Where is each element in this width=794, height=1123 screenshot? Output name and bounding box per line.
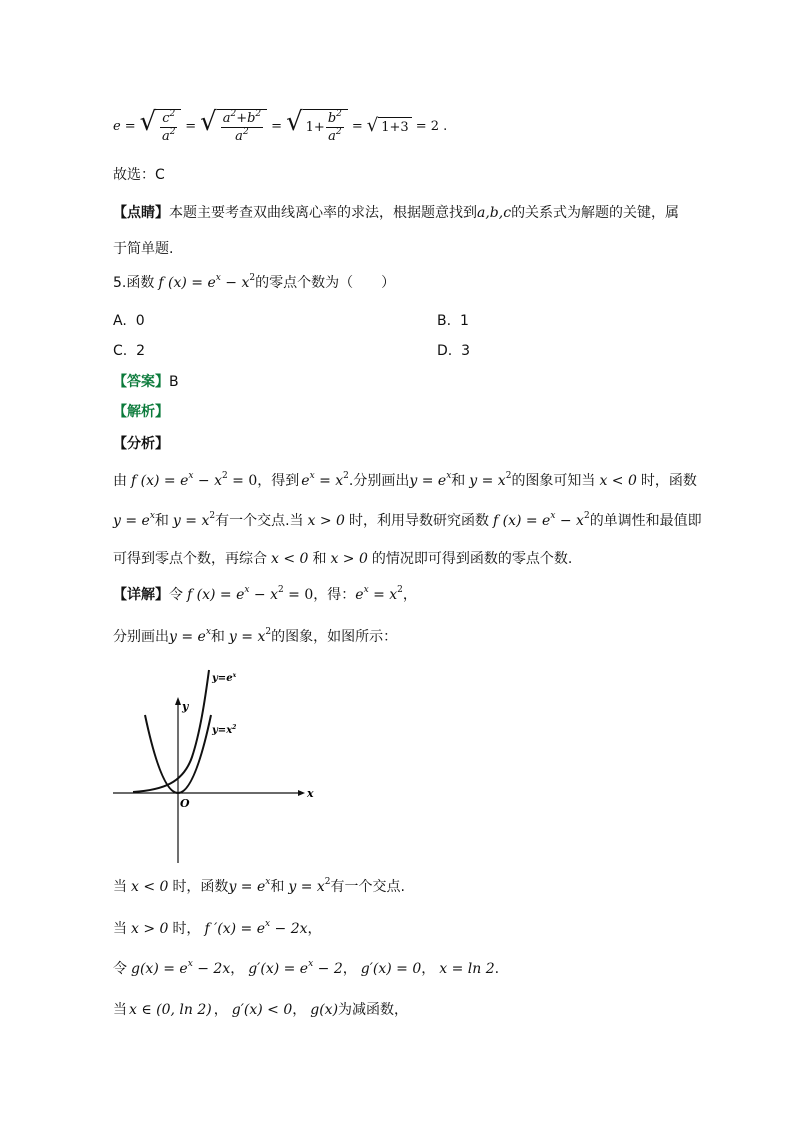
axis-label-y: y — [182, 700, 189, 713]
comment-line-1: 【点睛】本题主要考查双曲线离心率的求法，根据题意找到a,b,c的关系式为解题的关键，属 — [113, 205, 680, 221]
choose-c-text: 故选：C — [113, 167, 165, 183]
sqrt-4: √ 1+3 — [367, 117, 412, 135]
sqrt-2: √ $\frac{a^2+b^2}{a^2}$ — [200, 109, 267, 143]
fraction-c2-a2: $\frac{c^2}{a^2}$ — [161, 108, 176, 144]
formula-eq: = — [124, 118, 136, 134]
label-x-squared: $y=x^2$ — [212, 724, 237, 736]
detail-line: 【详解】令 f $(x) = e^x - x^2 = 0$，得：$e^x = x^2$， — [113, 585, 417, 603]
formula-result: = 2 . — [415, 118, 448, 134]
comment-line-2: 于简单题. — [113, 241, 174, 257]
step-4: 当 x ∈ (0, ln 2) ， g′(x) < 0， g(x)为减函数， — [113, 1002, 409, 1018]
y-axis-arrow — [175, 697, 181, 705]
option-c[interactable]: C. 2 — [113, 343, 146, 359]
option-b[interactable]: B. 1 — [437, 313, 469, 329]
x-axis-arrow — [298, 790, 305, 796]
fenxi-line-2: $y = e^x$和 $y = x^2$有一个交点.当 x > 0 时，利用导数研究函数 f $(x) = e^x - x^2$的单调性和最值即 — [113, 511, 702, 529]
option-a[interactable]: A. 0 — [113, 313, 145, 329]
step-3: 令 $g(x) = e^x - 2x$， $g'(x) = e^x - 2$， g′(x) = 0， x = ln 2. — [113, 959, 500, 977]
question-5: 5.函数 f $(x) = e^x - x^2$的零点个数为（ ） — [113, 273, 396, 291]
eccentricity-formula: e = √ $\frac{c^2}{a^2}$ = √ $\frac{a^2+b^2}{a^2}$ = √ 1+ $\frac{b^2}{a^2}$ = √ 1+3 = 2 . — [113, 107, 448, 144]
step-2: 当 x > 0 时， f $'(x) = e^x - 2x$， — [113, 919, 322, 937]
origin-label: O — [180, 797, 190, 810]
step-1: 当 x < 0 时，函数$y = e^x$和 $y = x^2$有一个交点. — [113, 877, 405, 895]
fenxi-line-1: 由 f $(x) = e^x - x^2 = 0$，得到 $e^x = x^2$.分别画出$y = e^x$和 $y = x^2$的图象可知当 x < 0 时，函数 — [113, 471, 697, 489]
function-graph — [108, 665, 328, 865]
sqrt-1: √ $\frac{c^2}{a^2}$ — [140, 109, 182, 143]
label-exp: $y=e^x$ — [212, 672, 237, 684]
sqrt-3: √ 1+ $\frac{b^2}{a^2}$ — [286, 109, 348, 143]
draw-line: 分别画出$y = e^x$和 $y = x^2$的图象，如图所示： — [113, 627, 398, 645]
fenxi-heading: 【分析】 — [113, 436, 169, 452]
formula-lhs: e — [113, 118, 121, 134]
curve-exp — [133, 670, 209, 792]
fraction-b2-a2: $\frac{b^2}{a^2}$ — [327, 108, 342, 144]
fenxi-line-3: 可得到零点个数，再综合 x < 0 和 x > 0 的情况即可得到函数的零点个数. — [113, 551, 573, 567]
analysis-heading: 【解析】 — [113, 404, 169, 420]
axis-label-x: x — [307, 787, 314, 800]
answer-line: 【答案】B — [113, 374, 179, 390]
fraction-a2b2-a2: $\frac{a^2+b^2}{a^2}$ — [222, 108, 262, 144]
option-d[interactable]: D. 3 — [437, 343, 471, 359]
